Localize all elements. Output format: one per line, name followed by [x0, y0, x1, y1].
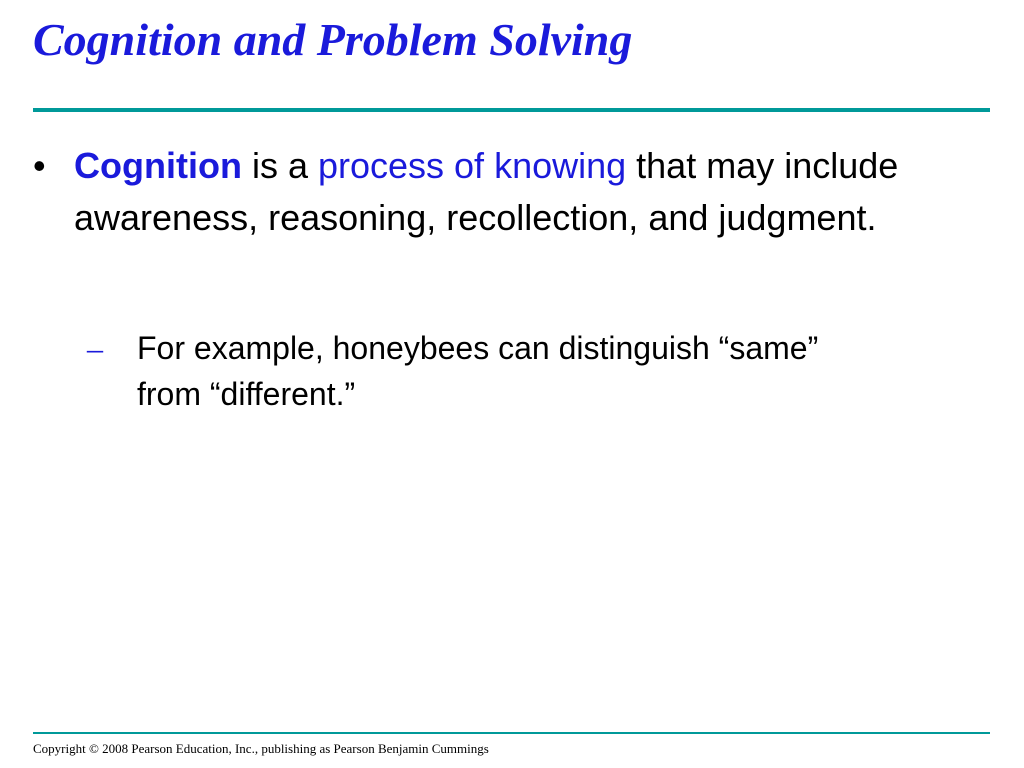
term-cognition: Cognition — [74, 145, 242, 186]
highlight-process-of-knowing: process of knowing — [317, 145, 627, 186]
sub-bullet-text: For example, honeybees can distinguish “same” from “different.” — [137, 330, 819, 412]
bullet-text — [74, 140, 933, 244]
title-divider — [33, 108, 990, 112]
sub-bullet-marker: – — [87, 330, 103, 366]
slide-title: Cognition and Problem Solving — [33, 14, 633, 65]
bullet-marker: • — [33, 145, 46, 186]
footer-divider — [33, 732, 990, 734]
sub-bullet-item — [87, 325, 887, 417]
bullet-text-part: that may include awareness, reasoning, recollection, and judgment. — [74, 145, 899, 238]
copyright-text: Copyright © 2008 Pearson Education, Inc., publishing as Pearson Benjamin Cummings — [33, 741, 489, 756]
bullet-text-part: is a — [241, 145, 318, 186]
bullet-item — [33, 140, 933, 244]
